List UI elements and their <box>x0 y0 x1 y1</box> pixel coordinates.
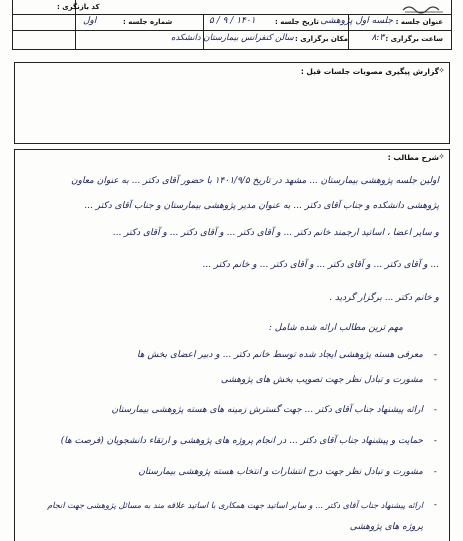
arrow-bullet-icon: ✧ <box>438 66 445 75</box>
meeting-place-value: سالن کنفرانس بیمارستان دانشکده <box>171 33 294 43</box>
meeting-title-value: جلسه اول پژوهشی <box>320 16 393 26</box>
meeting-place-label: مکان برگزاری : <box>295 35 348 43</box>
paragraph-line: ... و آقای دکتر ... و آقای دکتر ... و آقای دکتر ... و خانم دکتر ... <box>202 260 439 270</box>
previous-approvals-title: گزارش پیگیری مصوبات جلسات قبل : <box>300 67 439 76</box>
meeting-number-label: شماره جلسه : <box>123 18 173 26</box>
meeting-header-table <box>12 0 452 50</box>
paragraph-line: و سایر اعضا ، اساتید ارجمند خانم دکتر ... و آقای دکتر ... و آقای دکتر ... و آقای دکتر ... <box>112 228 439 238</box>
list-dash: - <box>433 500 437 510</box>
paragraph-line: و خانم دکتر ... برگزار گردید . <box>329 293 439 303</box>
agenda-intro: مهم ترین مطالب ارائه شده شامل : <box>268 323 403 333</box>
meeting-number-value: اول <box>83 16 97 26</box>
agenda-item: ارائه پیشنهاد جناب آقای دکتر ... جهت گسترش زمینه های هسته پژوهشی بیمارستان <box>111 405 423 415</box>
revision-code-label: کد بازنگری : <box>57 3 100 11</box>
agenda-item: مشورت و تبادل نظر جهت درج انتشارات و انتخاب هسته پژوهشی بیمارستان <box>138 467 423 477</box>
meeting-date-label: تاریخ جلسه : <box>275 18 319 26</box>
list-dash: - <box>433 405 437 415</box>
meeting-date-value: ۱۴۰۱ / ۹ / ۵ <box>209 16 256 26</box>
list-dash: - <box>433 436 437 446</box>
list-dash: - <box>433 375 437 385</box>
paragraph-line: اولین جلسه پژوهشی بیمارستان ... مشهد در تاریخ ۱۴۰۱/۹/۵ با حضور آقای دکتر ... به عنوان معاون <box>71 176 439 186</box>
meeting-time-label: ساعت برگزاری : <box>385 35 443 43</box>
agenda-item: مشورت و تبادل نظر جهت تصویب بخش های پژوهشی <box>220 375 423 385</box>
discussion-title: شرح مطالب : <box>387 153 439 162</box>
meeting-title-label: عنوان جلسه : <box>395 18 443 26</box>
agenda-item: معرفی هسته پژوهشی ایجاد شده توسط خانم دکتر ... و دبیر اعضای بخش ها <box>137 350 423 360</box>
agenda-item: ارائه پیشنهاد جناب آقای دکتر ... و سایر اساتید جهت همکاری با اساتید علاقه مند به مسائل پژوهشی جهت انجام <box>47 500 423 510</box>
meeting-time-value: ۸:۳۰ <box>371 33 389 43</box>
arrow-bullet-icon: ✧ <box>438 152 445 161</box>
paragraph-line: پژوهشی دانشکده و جناب آقای دکتر ... به عنوان مدیر پژوهشی بیمارستان و جناب آقای دکتر ... <box>84 201 439 211</box>
agenda-item-continued: پروژه های پژوهشی <box>349 522 423 532</box>
agenda-item: حمایت و پیشنهاد جناب آقای دکتر ... در انجام پروژه های پژوهشی و ارتقاء دانشجویان (فرصت ها) <box>60 436 423 446</box>
list-dash: - <box>433 350 437 360</box>
list-dash: - <box>433 467 437 477</box>
